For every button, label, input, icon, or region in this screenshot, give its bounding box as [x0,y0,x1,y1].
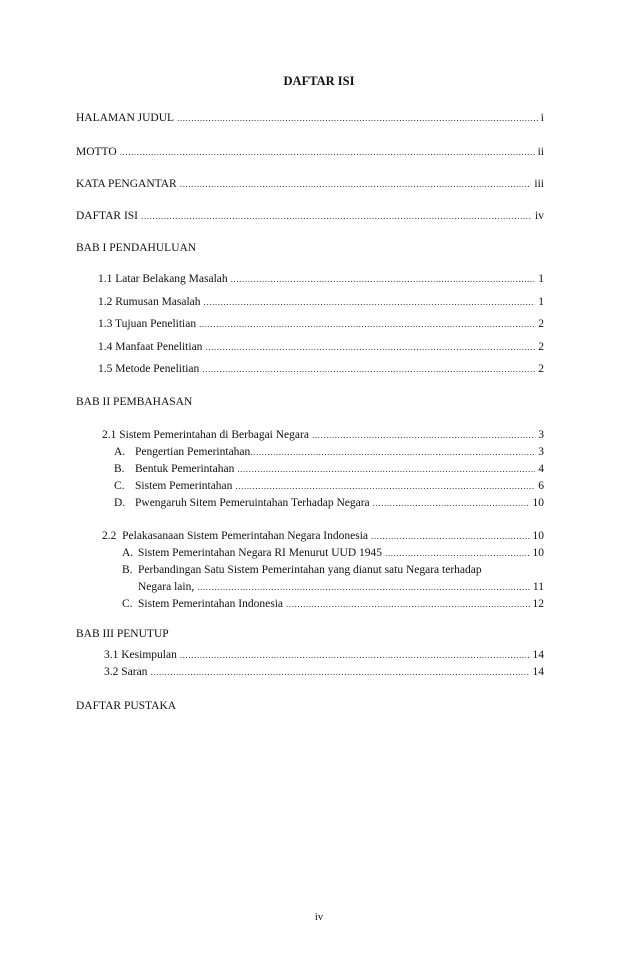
toc-entry-page: 4 [538,463,544,475]
toc-subentry-marker: C. [114,480,125,492]
toc-entry [98,362,544,376]
toc-entry-label: MOTTO [76,146,117,158]
toc-entry [76,145,544,159]
chapter-heading: BAB I PENDAHULUAN [76,242,197,254]
toc-entry-page: 3 [538,446,544,458]
toc-subentry [122,597,544,611]
toc-entry-page: 11 [532,581,544,593]
leader-dots [237,462,535,476]
leader-dots [141,209,532,223]
leader-dots [180,177,532,191]
toc-entry [98,317,544,331]
toc-subentry-marker: B. [122,564,133,576]
toc-entry-label: 2.1 Sistem Pemerintahan di Berbagai Negara [102,429,309,441]
toc-subentry-label: Sistem Pemerintahan Indonesia [138,598,283,610]
toc-entry-page: 14 [532,649,544,661]
toc-subentry-marker: B. [114,463,125,475]
toc-entry-label: 2.2 Pelakasanaan Sistem Pemerintahan Negara Indonesia [102,530,369,542]
toc-subentry-label: Pwengaruh Sitem Pemeruintahan Terhadap Negara [135,497,370,509]
leader-dots [120,145,535,159]
leader-dots [385,546,529,560]
toc-subentry-label: Sistem Pemerintahan [135,480,233,492]
toc-entry-page: 10 [532,530,544,542]
chapter-heading: DAFTAR PUSTAKA [76,700,177,712]
toc-subentry [122,546,544,560]
leader-dots [180,648,530,662]
toc-entry [98,272,544,286]
leader-dots [204,295,536,309]
leader-dots [202,362,535,376]
leader-dots [150,665,529,679]
toc-entry-page: iv [535,210,544,222]
toc-entry-label: HALAMAN JUDUL [76,112,175,124]
toc-subentry-label: Sistem Pemerintahan Negara RI Menurut UUD 1945 [138,547,383,559]
toc-subentry-label: Pengertian Pemerintahan [135,446,251,458]
toc-subentry-label: Perbandingan Satu Sistem Pemerintahan yang dianut satu Negara terhadap [138,564,482,576]
toc-entry-page: iii [534,178,544,190]
leader-dots [177,111,538,125]
chapter-heading: BAB III PENUTUP [76,628,169,640]
leader-dots [373,496,530,510]
toc-entry [102,529,544,543]
toc-entry-page: 14 [532,666,544,678]
chapter-heading: BAB II PEMBAHASAN [76,396,193,408]
toc-entry-page: 2 [538,363,544,375]
leader-dots [231,272,536,286]
toc-subentry-marker: A. [122,547,134,559]
toc-entry-page: i [540,112,544,124]
page-number: iv [314,912,324,923]
toc-entry [76,111,544,125]
leader-dots [250,445,535,459]
toc-entry-page: 3 [538,429,544,441]
toc-entry-page: 1 [538,273,544,285]
toc-subentry-marker: A. [114,446,126,458]
toc-entry [98,340,544,354]
toc-entry-page: 2 [538,341,544,353]
toc-entry-label: KATA PENGANTAR [76,178,177,190]
toc-entry-page: ii [537,146,544,158]
toc-entry-page: 10 [532,547,544,559]
leader-dots [205,340,535,354]
leader-dots [197,580,530,594]
toc-entry [104,665,544,679]
leader-dots [235,479,535,493]
leader-dots [312,428,535,442]
toc-entry-page: 12 [532,598,544,610]
leader-dots [286,597,530,611]
toc-entry-page: 1 [538,296,544,308]
toc-subentry-label: Negara lain, [138,581,195,593]
toc-subentry [114,479,544,493]
toc-subentry [114,462,544,476]
toc-entry-page: 6 [538,480,544,492]
toc-entry-page: 10 [532,497,544,509]
toc-entry-page: 2 [538,318,544,330]
toc-subentry [138,580,544,594]
toc-entry-label: 1.5 Metode Penelitian [98,363,200,375]
toc-entry-label: 1.3 Tujuan Penelitian [98,318,197,330]
toc-entry-label: 3.2 Saran [104,666,148,678]
toc-entry [104,648,544,662]
toc-entry-label: 1.2 Rumusan Masalah [98,296,201,308]
leader-dots [371,529,529,543]
toc-entry [98,295,544,309]
leader-dots [199,317,535,331]
toc-subentry [114,445,544,459]
toc-entry [76,209,544,223]
toc-subentry-marker: C. [122,598,133,610]
toc-subentry [114,496,544,510]
toc-entry-label: 1.1 Latar Belakang Masalah [98,273,228,285]
toc-subentry-label: Bentuk Pemerintahan [135,463,235,475]
toc-entry [76,177,544,191]
toc-subentry-marker: D. [114,497,126,509]
toc-entry-label: 1.4 Manfaat Penelitian [98,341,203,353]
toc-entry-label: DAFTAR ISI [76,210,139,222]
toc-entry [102,428,544,442]
page-title: DAFTAR ISI [283,74,355,88]
toc-subentry-first-line [122,563,482,577]
toc-entry-label: 3.1 Kesimpulan [104,649,177,661]
